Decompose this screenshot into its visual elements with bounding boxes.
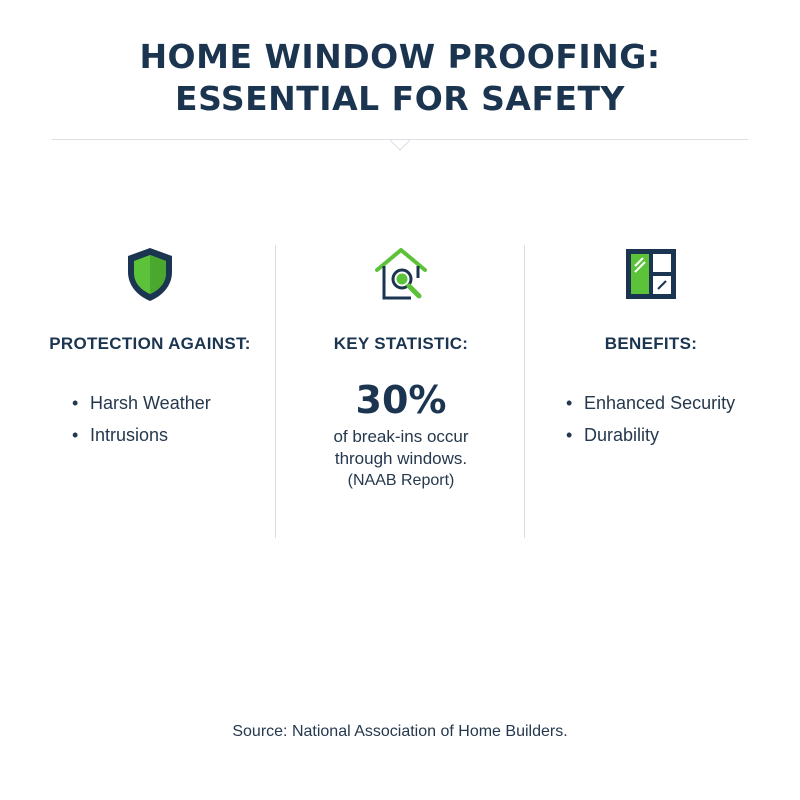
- page-title: [0, 36, 800, 120]
- statistic-value: 30%: [355, 378, 447, 422]
- list-item: • Harsh Weather: [72, 387, 275, 419]
- title-line-1: HOME WINDOW PROOFING:: [139, 37, 661, 76]
- statistic-description: [276, 426, 526, 470]
- title-line-2: ESSENTIAL FOR SAFETY: [175, 79, 625, 118]
- statistic-heading: KEY STATISTIC:: [333, 334, 469, 353]
- source-footnote: Source: National Association of Home Builders.: [232, 723, 568, 740]
- protection-heading: PROTECTION AGAINST:: [49, 334, 251, 353]
- protection-list: [25, 387, 275, 451]
- list-item: • Intrusions: [72, 419, 275, 451]
- house-magnifier-icon: [371, 244, 431, 304]
- divider-notch-icon: [390, 140, 410, 152]
- benefits-heading: BENEFITS:: [604, 334, 698, 353]
- statistic-column: [276, 240, 526, 540]
- list-item: • Durability: [566, 419, 776, 451]
- benefits-column: [526, 240, 776, 540]
- shield-icon: [120, 244, 180, 304]
- protection-column: [25, 240, 275, 540]
- statistic-description-line-1: of break-ins occur: [333, 427, 469, 446]
- list-item: • Enhanced Security: [566, 387, 776, 419]
- benefits-list: [526, 387, 776, 451]
- statistic-description-line-2: through windows.: [334, 449, 468, 468]
- statistic-source: (NAAB Report): [347, 472, 455, 489]
- window-icon: [621, 244, 681, 304]
